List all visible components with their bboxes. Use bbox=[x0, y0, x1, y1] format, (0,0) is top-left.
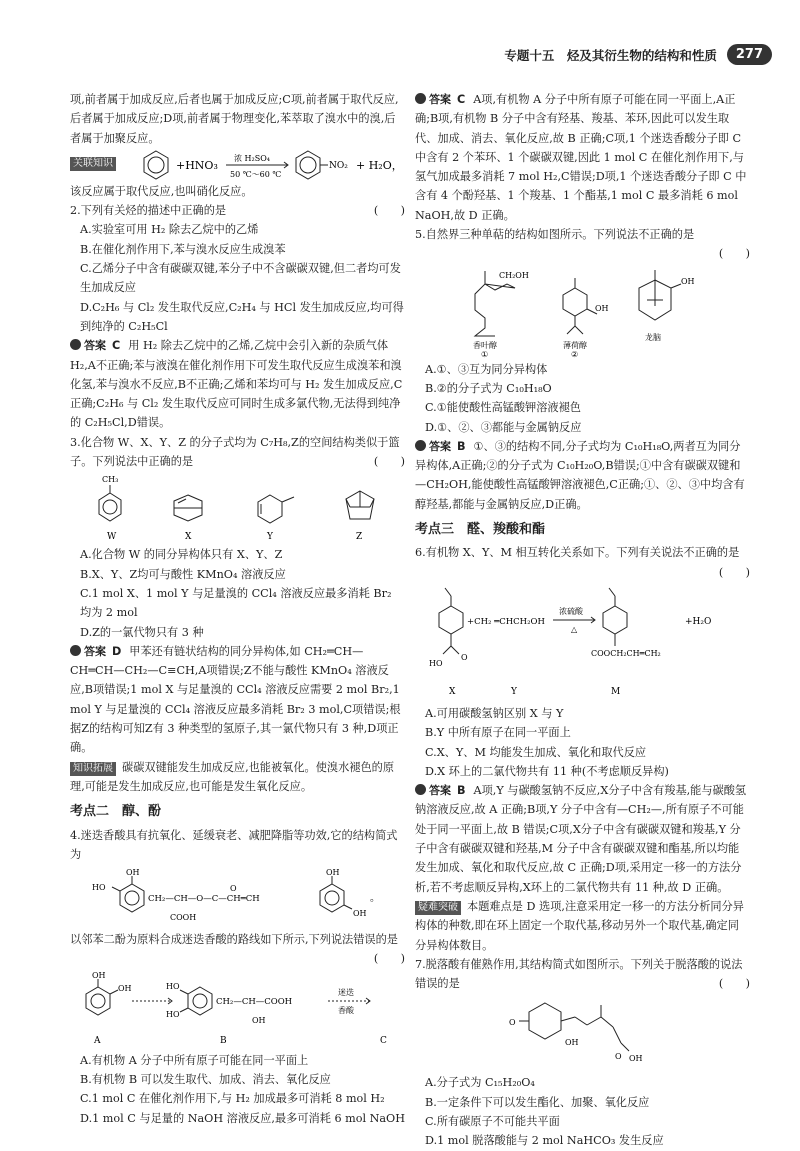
knowledge-extension: 知识拓展 碳碳双键能发生加成反应,也能被氧化。使溴水褪色的原理,可能是发生加成反应,也可能是发生氧化反应。 bbox=[70, 760, 395, 793]
q4-answer: 答案 C A项,有机物 A 分子中所有原子可能在同一平面上,A正确;B项,有机物 B 分子中含有羟基、羧基、苯环,因此可以发生取代、加成、消去、氧化反应,故 B 正确;C项,1 个迷迭香酸分子即 C 中含有 2 个苯环、1 个碳碳双键,因此 1 mol C 在催化剂作用下,与氢气加成最多消耗 7 mol H₂,C错误;D项,1 个迷迭香酸分子即 C 中含有 4 个酚羟基、1 个羧基、1 个酯基,1 mol C 最多消耗 6 mol NaOH,故 D 正确。 bbox=[415, 93, 747, 222]
synthesis-route bbox=[70, 971, 405, 1049]
option: B.有机物 B 可以发生取代、加成、消去、氧化反应 bbox=[80, 1072, 331, 1086]
svg-text:。: 。 bbox=[370, 893, 380, 905]
q7-options bbox=[415, 1073, 750, 1150]
q6-answer: 答案 B A项,Y 与碳酸氢钠不反应,X分子中含有羧基,能与碳酸氢钠溶液反应,故 A 正确;B项,Y 分子中含有—CH₂—,所有原子不可能处于同一平面上,故 B 错误;C项,X分子中含有碳碳双键和羧基,Y 分子中含有碳碳双键和羟基,M 分子中含有碳碳双键和酯基,所以均能发生加成、氧化和取代反应,故 C 正确;D项,采用定一移一的方法分析,若不考虑顺反异构,X环上的二氯代物共有 11 种,故 D 正确。 bbox=[415, 784, 747, 894]
svg-text:O: O bbox=[230, 884, 237, 894]
option: A.分子式为 C₁₅H₂₀O₄ bbox=[425, 1076, 535, 1090]
svg-text:②: ② bbox=[571, 349, 579, 358]
option: B.Y 中所有原子在同一平面上 bbox=[425, 726, 571, 740]
x-ring bbox=[439, 606, 463, 634]
label-m: M bbox=[611, 686, 621, 697]
svg-text:HO: HO bbox=[166, 1009, 180, 1019]
label-w: W bbox=[107, 532, 117, 543]
structure-w bbox=[99, 493, 121, 521]
left-column bbox=[70, 90, 405, 1128]
svg-text:O: O bbox=[615, 1052, 622, 1062]
nitration-equation bbox=[70, 148, 405, 182]
svg-text:HO: HO bbox=[92, 883, 106, 893]
knowledge-tag: 关联知识 bbox=[70, 157, 116, 171]
option: D.C₂H₆ 与 Cl₂ 发生取代反应,C₂H₄ 与 HCl 发生加成反应,均可得到纯净的 C₂H₅Cl bbox=[80, 300, 404, 333]
q3-structures bbox=[70, 473, 405, 543]
option: A.有机物 A 分子中所有原子可能在同一平面上 bbox=[80, 1053, 309, 1067]
svg-text:OH: OH bbox=[326, 868, 340, 878]
svg-text:COOCH₂CH═CH₂: COOCH₂CH═CH₂ bbox=[591, 648, 661, 658]
q5-options bbox=[415, 360, 750, 437]
option: D.1 mol C 与足量的 NaOH 溶液反应,最多可消耗 6 mol NaOH bbox=[80, 1111, 405, 1125]
answer-icon bbox=[415, 784, 426, 795]
chapter-title: 专题十五 烃及其衍生物的结构和性质 bbox=[504, 47, 717, 63]
option: C.1 mol X、1 mol Y 与足量溴的 CCl₄ 溶液反应最多消耗 Br₂ 均为 2 mol bbox=[80, 586, 392, 620]
section-heading: 考点三 醛、羧酸和酯 bbox=[415, 522, 546, 538]
option: C.所有碳原子不可能共平面 bbox=[425, 1114, 560, 1128]
svg-text:CH₂OH: CH₂OH bbox=[499, 270, 529, 280]
answer-icon bbox=[415, 93, 426, 104]
page-number: 277 bbox=[727, 44, 772, 65]
nitration-svg bbox=[138, 148, 408, 182]
condition-bottom: 50 ℃～60 ℃ bbox=[230, 169, 282, 179]
no2-label: NO₂ bbox=[329, 160, 348, 171]
svg-text:+H₂O: +H₂O bbox=[685, 616, 712, 627]
q4-options bbox=[70, 1051, 405, 1128]
label-y: Y bbox=[511, 686, 517, 697]
q3-answer: 答案 D 甲苯还有链状结构的同分异构体,如 CH₂═CH—CH═CH—CH₂—C≡CH,A项错误;Z不能与酸性 KMnO₄ 溶液反应,B项错误;1 mol X 与足量溴的 CCl₄ 溶液反应需要 2 mol Br₂,1 mol Y 与足量溴的 CCl₄ 溶液反应最多消耗 Br₂ 3 mol,C项错误;根据Z的结构可知Z有 3 种类型的氢原子,其一氯代物只有 3 种,D项正确。 bbox=[70, 644, 401, 755]
m-ring bbox=[603, 606, 627, 634]
option: A.①、③互为同分异构体 bbox=[425, 362, 548, 376]
svg-text:HO: HO bbox=[166, 981, 180, 991]
paragraph: 项,前者属于加成反应,后者也属于加成反应;C项,前者属于取代反应,后者属于加成反应;D项,前者属于物理变化,苯萃取了溴水中的溴,后者属于加聚反应。 bbox=[70, 93, 399, 145]
option: C.X、Y、M 均能发生加成、氧化和取代反应 bbox=[425, 745, 647, 759]
svg-text:OH: OH bbox=[595, 303, 609, 313]
option: B.一定条件下可以发生酯化、加聚、氧化反应 bbox=[425, 1095, 650, 1109]
q6-bracket: ( ) bbox=[718, 565, 750, 579]
nitrobenzene-ring bbox=[296, 151, 328, 179]
label-x: X bbox=[449, 686, 456, 697]
ch3-label: CH₃ bbox=[102, 475, 119, 485]
label-y: Y bbox=[267, 532, 273, 543]
svg-text:迷迭: 迷迭 bbox=[338, 987, 354, 997]
question-6: 6.有机物 X、Y、M 相互转化关系如下。下列有关说法不正确的是 bbox=[415, 546, 740, 560]
label-borneol: 龙脑 bbox=[645, 332, 661, 342]
question-4-route: 以邻苯二酚为原料合成迷迭香酸的路线如下所示,下列说法错误的是 bbox=[70, 933, 398, 947]
terpene-structures bbox=[415, 266, 750, 358]
svg-text:CH₂—CH—O—C—CH═CH: CH₂—CH—O—C—CH═CH bbox=[148, 894, 260, 905]
svg-text:HO: HO bbox=[429, 658, 443, 668]
geraniol-chain bbox=[475, 271, 515, 336]
structure-y bbox=[258, 495, 282, 523]
option: D.1 mol 脱落酸能与 2 mol NaHCO₃ 发生反应 bbox=[425, 1134, 664, 1148]
label-menthol: 薄荷醇 bbox=[563, 340, 587, 350]
answer-icon bbox=[415, 440, 426, 451]
q6-options bbox=[415, 704, 750, 781]
svg-text:OH: OH bbox=[629, 1054, 643, 1064]
svg-text:CH₂—CH—COOH: CH₂—CH—COOH bbox=[216, 996, 293, 1007]
svg-text:COOH: COOH bbox=[170, 913, 197, 923]
svg-text:OH: OH bbox=[681, 276, 695, 286]
q5-bracket: ( ) bbox=[718, 247, 750, 261]
label-z: Z bbox=[356, 532, 363, 543]
q2-options bbox=[70, 220, 405, 336]
option: D.Z的一氯代物只有 3 种 bbox=[80, 625, 204, 639]
label-a: A bbox=[94, 1035, 101, 1046]
svg-text:O: O bbox=[509, 1018, 516, 1028]
answer-icon bbox=[70, 645, 81, 656]
question-5: 5.自然界三种单萜的结构如图所示。下列说法不正确的是 bbox=[415, 228, 695, 242]
option: A.化合物 W 的同分异构体只有 X、Y、Z bbox=[80, 548, 283, 562]
option: B.在催化剂作用下,苯与溴水反应生成溴苯 bbox=[80, 242, 286, 256]
option: C.①能使酸性高锰酸钾溶液褪色 bbox=[425, 401, 581, 415]
difficulty-note: 疑难突破 本题难点是 D 选项,注意采用定一移一的方法分析同分异构体的种数,即在环上固定一个取代基,移动另外一个取代基,确定同分异构体数目。 bbox=[415, 899, 744, 952]
option: A.可用碳酸氢钠区别 X 与 Y bbox=[425, 706, 564, 720]
option: D.①、②、③都能与金属钠反应 bbox=[425, 420, 582, 434]
svg-text:香酸: 香酸 bbox=[338, 1005, 354, 1015]
option: C.乙烯分子中含有碳碳双键,苯分子中不含碳碳双键,但二者均可发生加成反应 bbox=[80, 262, 401, 295]
rosmarinic-acid-structure bbox=[70, 866, 405, 928]
svg-text:OH: OH bbox=[252, 1015, 266, 1025]
svg-text:OH: OH bbox=[126, 868, 140, 878]
label-x: X bbox=[185, 532, 192, 543]
question-2: 2.下列有关烃的描述中正确的是 ( ) bbox=[70, 204, 405, 218]
answer-icon bbox=[70, 339, 81, 350]
section-heading: 考点二 醇、酚 bbox=[70, 804, 162, 820]
question-4: 4.迷迭香酸具有抗氧化、延缓衰老、减肥降脂等功效,它的结构简式为 bbox=[70, 828, 398, 861]
condition-top: 浓 H₂SO₄ bbox=[234, 153, 270, 163]
q4-bracket: ( ) bbox=[373, 952, 405, 966]
option: A.实验室可用 H₂ 除去乙烷中的乙烯 bbox=[80, 223, 259, 237]
q2-answer: 答案 C 用 H₂ 除去乙烷中的乙烯,乙烷中会引入新的杂质气体 H₂,A不正确;苯与液溴在催化剂作用下可发生取代反应生成溴苯和溴化氢,苯与溴水不反应,B不正确;乙烯和苯均可与 H₂ 发生加成反应,C正确;C₂H₆ 与 Cl₂ 发生取代反应可同时生成多氯代物,无法得到纯净的 C₂H₅Cl,D错误。 bbox=[70, 339, 403, 430]
water-label: + H₂O， bbox=[356, 158, 403, 172]
svg-text:OH: OH bbox=[565, 1038, 579, 1048]
svg-text:OH: OH bbox=[118, 983, 132, 993]
question-7: 7.脱落酸有催熟作用,其结构简式如图所示。下列关于脱落酸的说法错误的是 ( ) bbox=[415, 957, 750, 991]
q3-options bbox=[70, 545, 405, 641]
option: C.1 mol C 在催化剂作用下,与 H₂ 加成最多可消耗 8 mol H₂ bbox=[80, 1092, 385, 1106]
svg-text:+CH₂ ═CHCH₂OH: +CH₂ ═CHCH₂OH bbox=[467, 616, 545, 627]
benzene-ring bbox=[144, 151, 168, 179]
svg-text:OH: OH bbox=[92, 970, 106, 980]
menthol-ring bbox=[563, 288, 587, 316]
page-header bbox=[504, 44, 772, 65]
right-column bbox=[415, 90, 750, 1151]
label-geraniol: 香叶醇 bbox=[473, 340, 497, 350]
svg-text:浓硫酸: 浓硫酸 bbox=[559, 606, 583, 616]
option: B.X、Y、Z均可与酸性 KMnO₄ 溶液反应 bbox=[80, 567, 286, 581]
paragraph: 该反应属于取代反应,也叫硝化反应。 bbox=[70, 184, 253, 198]
option: B.②的分子式为 C₁₀H₁₈O bbox=[425, 381, 552, 395]
label-b: B bbox=[220, 1035, 227, 1046]
option: D.X 环上的二氯代物共有 11 种(不考虑顺反异构) bbox=[425, 764, 669, 778]
q5-answer: 答案 B ①、③的结构不同,分子式均为 C₁₀H₁₈O,两者互为同分异构体,A正确;②的分子式为 C₁₀H₂₀O,B错误;①中含有碳碳双键和—CH₂OH,能使酸性高锰酸钾溶液褪色,C正确;①、②、③中均含有醇羟基,都能与金属钠反应,D正确。 bbox=[415, 439, 745, 511]
abscisic-acid-structure bbox=[415, 995, 750, 1071]
svg-text:△: △ bbox=[571, 624, 578, 634]
esterification-scheme bbox=[415, 584, 750, 702]
question-3: 3.化合物 W、X、Y、Z 的分子式均为 C₇H₈,Z的空间结构类似于篮子。下列说法中正确的是 ( ) bbox=[70, 435, 405, 469]
reagent-label: +HNO₃ bbox=[176, 158, 218, 172]
svg-text:O: O bbox=[461, 652, 468, 662]
svg-text:OH: OH bbox=[353, 909, 367, 919]
svg-text:①: ① bbox=[481, 349, 489, 358]
label-c: C bbox=[380, 1035, 387, 1046]
